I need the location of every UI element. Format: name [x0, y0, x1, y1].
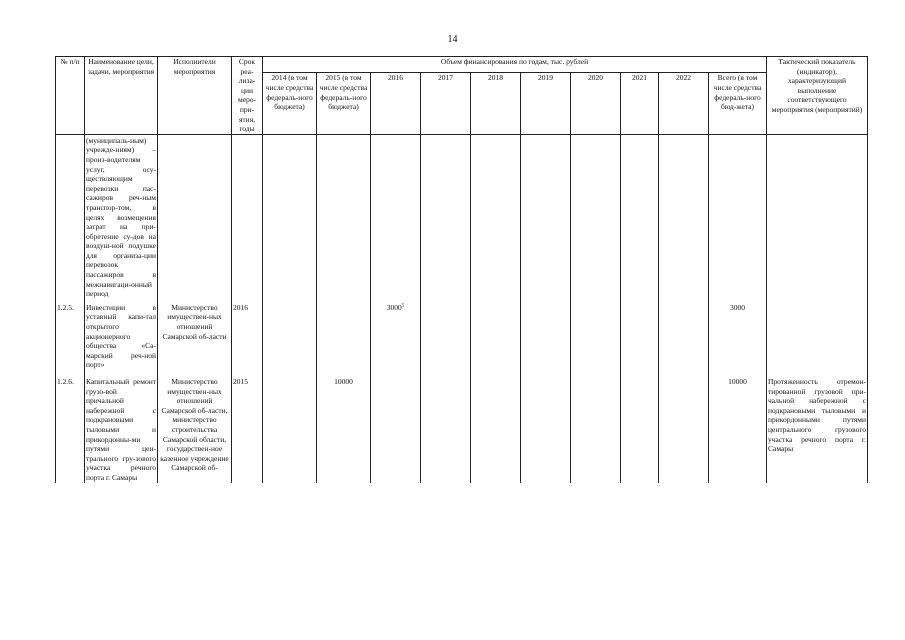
footnote-mark: 5 [401, 303, 405, 309]
header-term: Срок реа-лиза-ции меро-при-ятия, годы [232, 57, 263, 135]
row-2015-cell: 10000 [317, 370, 371, 483]
row-num-cell: 1.2.5. [56, 299, 85, 370]
row-name-cell: Капитальный ремонт грузо-вой причальной набережной с подкрановыми тыловыми и прикордонны-ми путями цен-трального гру-зового участка речного порта г. Самары [85, 370, 158, 483]
row-executors-cell: Министерство имуществен-ных отношений Самарской об-ласти [158, 299, 232, 370]
table-header [56, 57, 868, 135]
row-total-cell: 3000 [709, 299, 767, 370]
header-name: Наименование цели, задачи, мероприятия [85, 57, 158, 135]
row-name-cell: Инвестиции в уставный капи-тал открытого акционерного общества «Са-марский реч-ной порт» [85, 299, 158, 370]
header-2017: 2017 [421, 73, 471, 134]
row-2014-cell [263, 370, 317, 483]
row-executors-cell: Министерство имуществен-ных отношений Самарской об-ласти, министерство строительства Самарской области, государствен-ное казенное учреждение Самарской об- [158, 370, 232, 483]
funding-table [55, 56, 868, 483]
header-funding-group: Объем финансирования по годам, тыс. рублей [263, 57, 767, 73]
row-2016-cell [371, 299, 421, 370]
row-2015-cell [317, 299, 371, 370]
row-num-cell: 1.2.6. [56, 370, 85, 483]
header-indicator: Тактический показатель (индикатор), характеризующий выполнение соответствующего мероприятия (мероприятий) [767, 57, 868, 135]
row-indicator-cell: Протяженность отремон-тированной грузовой при-чальной набережной с подкрановыми тыловыми и прикордонными путями центрального грузового участка речного порта г. Самары [767, 370, 868, 483]
row-indicator-cell [767, 299, 868, 370]
header-2016: 2016 [371, 73, 421, 134]
row-2016-cell [371, 370, 421, 483]
header-num: № п/п [56, 57, 85, 135]
row-term-cell: 2015 [232, 370, 263, 483]
table-row [56, 370, 868, 483]
row-term-cell: 2016 [232, 299, 263, 370]
row-2014-cell [263, 299, 317, 370]
header-2021: 2021 [621, 73, 659, 134]
page-number: 14 [447, 34, 458, 45]
header-total: Всего (в том числе средства федераль-ного бюд-жета) [709, 73, 767, 134]
table-row [56, 299, 868, 370]
header-2018: 2018 [471, 73, 521, 134]
header-executors: Исполнители мероприятия [158, 57, 232, 135]
header-2022: 2022 [659, 73, 709, 134]
row-2016-value: 3000 [386, 302, 402, 312]
header-2014: 2014 (в том числе средства федераль-ного бюджета) [263, 73, 317, 134]
table-row [56, 134, 868, 299]
header-2019: 2019 [521, 73, 571, 134]
header-2020: 2020 [571, 73, 621, 134]
row-total-cell: 10000 [709, 370, 767, 483]
header-2015: 2015 (в том числе средства федераль-ного бюджета) [317, 73, 371, 134]
continuation-name-cell: (муниципаль-ным) учрежде-ниям) – произ-водителям услуг, осу-ществляющим перевозки пас-сажиров реч-ным транспор-том, в целях возмещения затрат на при-обретение су-дов на воздуш-ной подушке для организа-ции перевозок пассажиров в межнавигаци-онный период [86, 135, 156, 299]
